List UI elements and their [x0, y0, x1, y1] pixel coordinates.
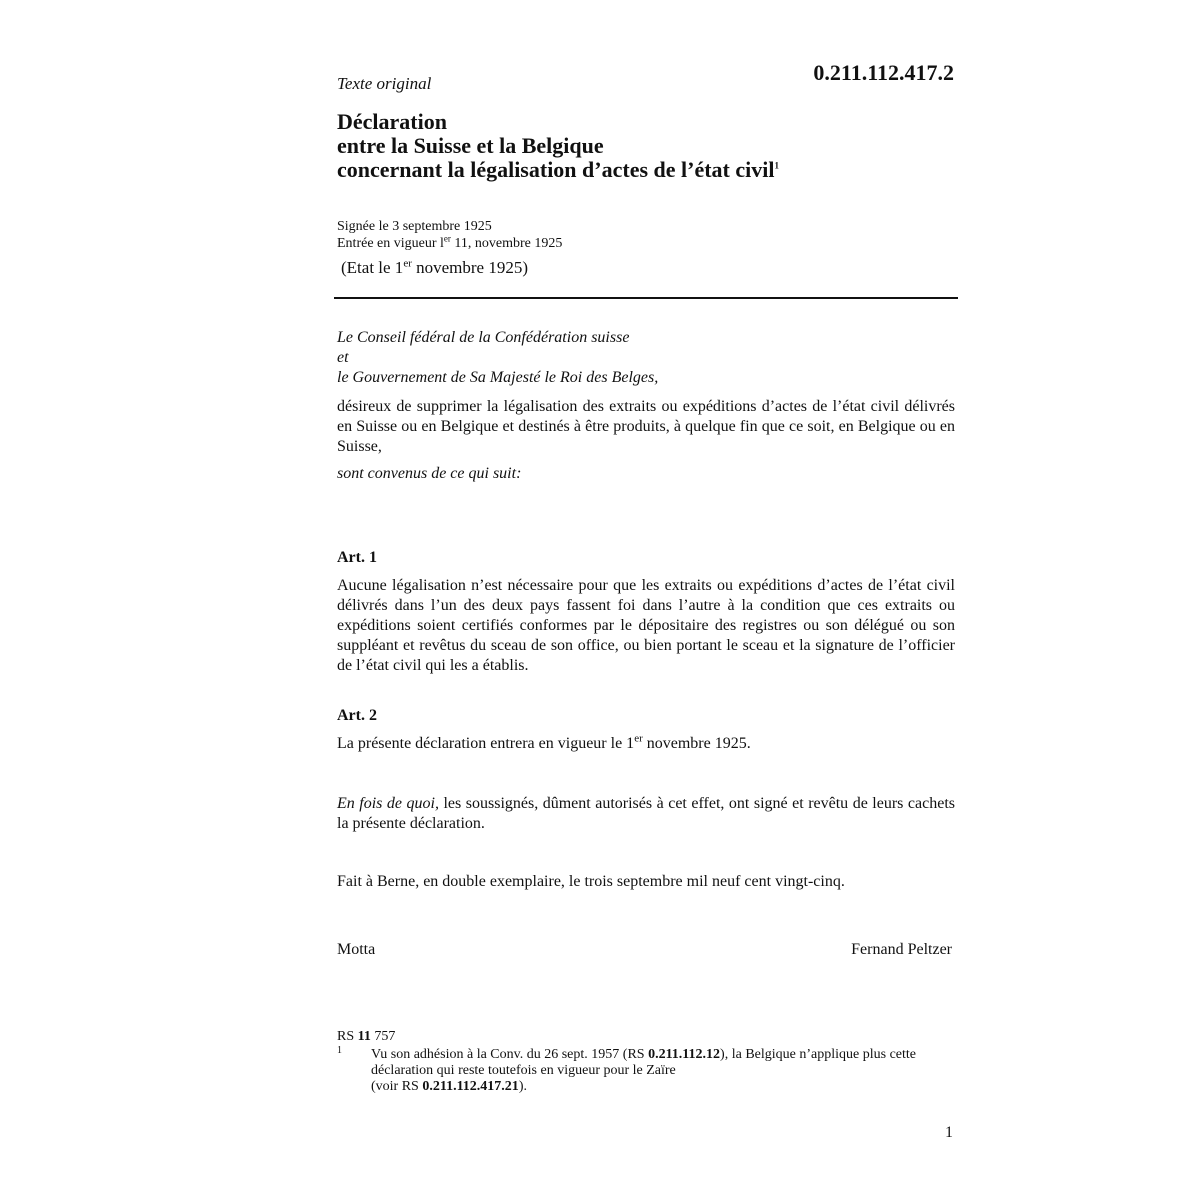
rs-number: 0.211.112.417.2	[813, 60, 954, 85]
state-date	[341, 258, 528, 278]
footnote-link-1[interactable]: 0.211.112.12	[648, 1047, 721, 1062]
in-force-sup: er	[443, 233, 451, 244]
preamble-party-1: Le Conseil fédéral de la Confédération suisse	[337, 329, 630, 346]
header-divider	[334, 297, 958, 299]
article-1-heading: Art. 1	[337, 549, 377, 566]
original-text-label: Texte original	[337, 74, 432, 93]
title-line-3	[337, 158, 779, 182]
preamble-party-2: le Gouvernement de Sa Majesté le Roi des Belges,	[337, 369, 659, 386]
in-force-prefix: Entrée en vigueur l	[337, 236, 444, 251]
page-number: 1	[945, 1124, 953, 1141]
title-line-1: Déclaration	[337, 109, 447, 134]
preamble-and: et	[337, 349, 349, 366]
rs-ref-suffix: 757	[370, 1029, 396, 1044]
article-2-heading: Art. 2	[337, 707, 377, 724]
in-force-date	[337, 235, 562, 252]
witness-clause	[337, 794, 955, 834]
document-title	[337, 110, 779, 182]
article-2-prefix: La présente déclaration entrera en vigueur le 1	[337, 735, 635, 752]
rs-ref-prefix: RS	[337, 1029, 358, 1044]
footnote-text	[371, 1047, 951, 1095]
signature-right: Fernand Peltzer	[851, 941, 952, 958]
footnote-part-1: Vu son adhésion à la Conv. du 26 sept. 1957 (RS	[371, 1047, 649, 1062]
article-2-suffix: novembre 1925.	[642, 735, 751, 752]
preamble-agreed: sont convenus de ce qui suit:	[337, 465, 522, 482]
state-sup: er	[403, 257, 412, 270]
article-2-sup: er	[634, 732, 643, 745]
rs-reference	[337, 1028, 395, 1045]
witness-text: les soussignés, dûment autorisés à cet effet, ont signé et revêtu de leurs cachets la présente déclaration.	[337, 795, 955, 832]
done-at: Fait à Berne, en double exemplaire, le trois septembre mil neuf cent vingt-cinq.	[337, 873, 845, 890]
signature-left: Motta	[337, 941, 376, 958]
article-2-text	[337, 734, 751, 754]
state-suffix: novembre 1925)	[411, 258, 528, 277]
witness-italic: En fois de quoi,	[337, 795, 439, 812]
footnote-link-2[interactable]: 0.211.112.417.21	[422, 1079, 519, 1094]
signed-date: Signée le 3 septembre 1925	[337, 219, 492, 234]
article-1-text: Aucune légalisation n’est nécessaire pour que les extraits ou expéditions d’actes de l’état civil délivrés dans l’un des deux pays fassent foi dans l’autre à la condition que ces extraits ou expéditions soient certifiés conformes par le dépositaire des registres ou son délégué ou son suppléant et revêtus du sceau de son office, ou bien portant le sceau et la signature de l’officier de l’état civil qui les a établis.	[337, 577, 955, 674]
state-prefix: (Etat le 1	[341, 258, 404, 277]
title-line-2: entre la Suisse et la Belgique	[337, 133, 604, 158]
title-footnote-ref[interactable]: 1	[774, 160, 779, 171]
preamble-body: désireux de supprimer la légalisation des extraits ou expéditions d’actes de l’état civil délivrés en Suisse ou en Belgique et destinés à être produits, à quelque fin que ce soit, en Belgique ou en Suisse,	[337, 398, 955, 455]
footnote-part-4: ).	[518, 1079, 527, 1094]
in-force-suffix: 11, novembre 1925	[450, 236, 563, 251]
footnote-part-2: ), la Belgique n’applique plus cette déclaration qui reste toutefois en vigueur pour le Zaïre	[371, 1047, 916, 1078]
footnote-part-3: (voir RS	[371, 1079, 423, 1094]
footnote-number: 1	[337, 1045, 342, 1056]
title-line-3-text: concernant la légalisation d’actes de l’état civil	[337, 157, 775, 182]
rs-ref-bold: 11	[357, 1029, 371, 1044]
